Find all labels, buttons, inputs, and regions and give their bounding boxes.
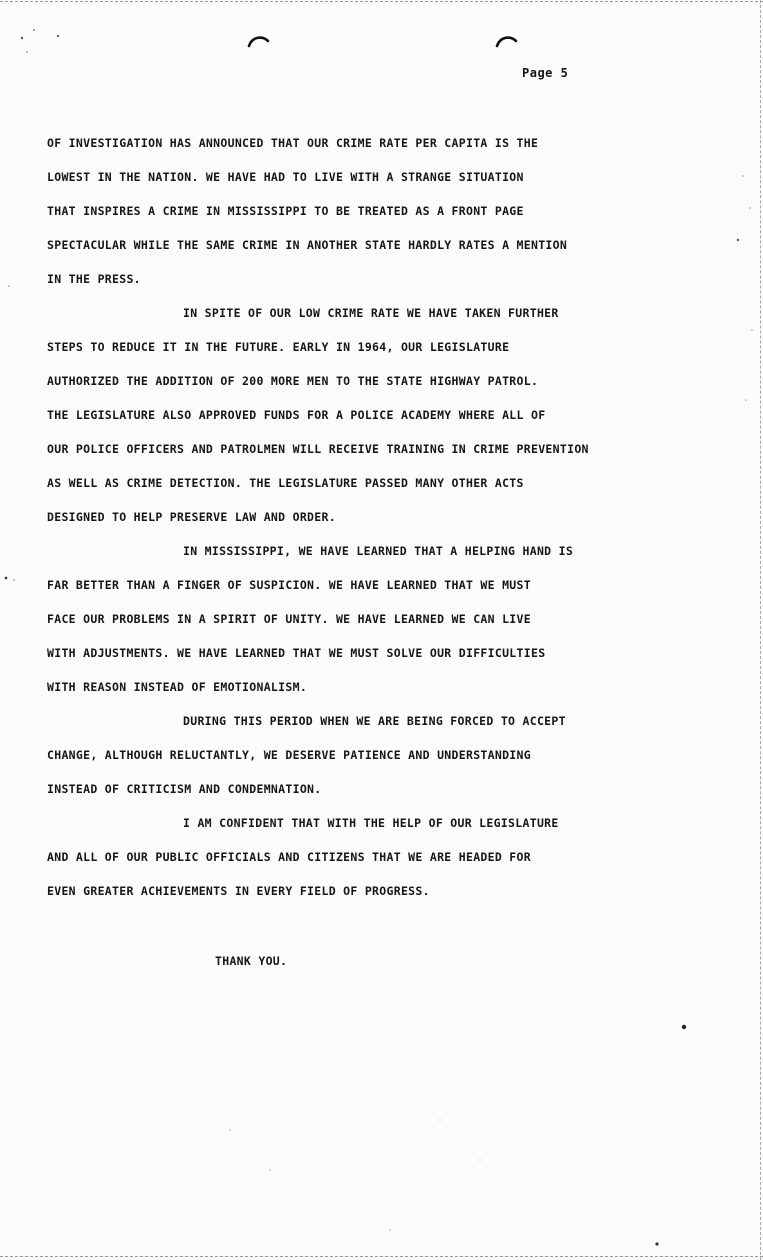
text-line: I AM CONFIDENT THAT WITH THE HELP OF OUR LEGISLATURE	[183, 816, 559, 830]
paragraph-lessons	[47, 534, 737, 704]
text-line: CHANGE, ALTHOUGH RELUCTANTLY, WE DESERVE PATIENCE AND UNDERSTANDING	[47, 748, 531, 762]
paragraph-crime-rate	[47, 126, 737, 296]
closing-line: THANK YOU.	[215, 954, 288, 968]
text-line: INSTEAD OF CRITICISM AND CONDEMNATION.	[47, 782, 322, 796]
text-line: THE LEGISLATURE ALSO APPROVED FUNDS FOR A POLICE ACADEMY WHERE ALL OF	[47, 408, 546, 422]
text-line: SPECTACULAR WHILE THE SAME CRIME IN ANOTHER STATE HARDLY RATES A MENTION	[47, 238, 568, 252]
text-line: IN MISSISSIPPI, WE HAVE LEARNED THAT A HELPING HAND IS	[183, 544, 574, 558]
text-line: FACE OUR PROBLEMS IN A SPIRIT OF UNITY. WE HAVE LEARNED WE CAN LIVE	[47, 612, 531, 626]
text-line: THAT INSPIRES A CRIME IN MISSISSIPPI TO BE TREATED AS A FRONT PAGE	[47, 204, 524, 218]
text-line: DURING THIS PERIOD WHEN WE ARE BEING FORCED TO ACCEPT	[183, 714, 566, 728]
paragraph-confidence	[47, 806, 737, 908]
text-line: AUTHORIZED THE ADDITION OF 200 MORE MEN TO THE STATE HIGHWAY PATROL.	[47, 374, 539, 388]
text-line: EVEN GREATER ACHIEVEMENTS IN EVERY FIELD OF PROGRESS.	[47, 884, 430, 898]
text-line: OF INVESTIGATION HAS ANNOUNCED THAT OUR CRIME RATE PER CAPITA IS THE	[47, 136, 539, 150]
text-line: OUR POLICE OFFICERS AND PATROLMEN WILL RECEIVE TRAINING IN CRIME PREVENTION	[47, 442, 589, 456]
text-line: STEPS TO REDUCE IT IN THE FUTURE. EARLY IN 1964, OUR LEGISLATURE	[47, 340, 510, 354]
text-line: FAR BETTER THAN A FINGER OF SUSPICION. WE HAVE LEARNED THAT WE MUST	[47, 578, 531, 592]
text-line: IN SPITE OF OUR LOW CRIME RATE WE HAVE TAKEN FURTHER	[183, 306, 559, 320]
text-line: WITH ADJUSTMENTS. WE HAVE LEARNED THAT WE MUST SOLVE OUR DIFFICULTIES	[47, 646, 546, 660]
text-line: AND ALL OF OUR PUBLIC OFFICIALS AND CITIZENS THAT WE ARE HEADED FOR	[47, 850, 531, 864]
text-line: AS WELL AS CRIME DETECTION. THE LEGISLATURE PASSED MANY OTHER ACTS	[47, 476, 524, 490]
text-line: LOWEST IN THE NATION. WE HAVE HAD TO LIVE WITH A STRANGE SITUATION	[47, 170, 524, 184]
paragraph-legislature	[47, 296, 737, 534]
page-number: Page 5	[522, 66, 569, 80]
text-line: IN THE PRESS.	[47, 272, 141, 286]
text-line: WITH REASON INSTEAD OF EMOTIONALISM.	[47, 680, 308, 694]
paragraph-patience	[47, 704, 737, 806]
text-line: DESIGNED TO HELP PRESERVE LAW AND ORDER.	[47, 510, 336, 524]
